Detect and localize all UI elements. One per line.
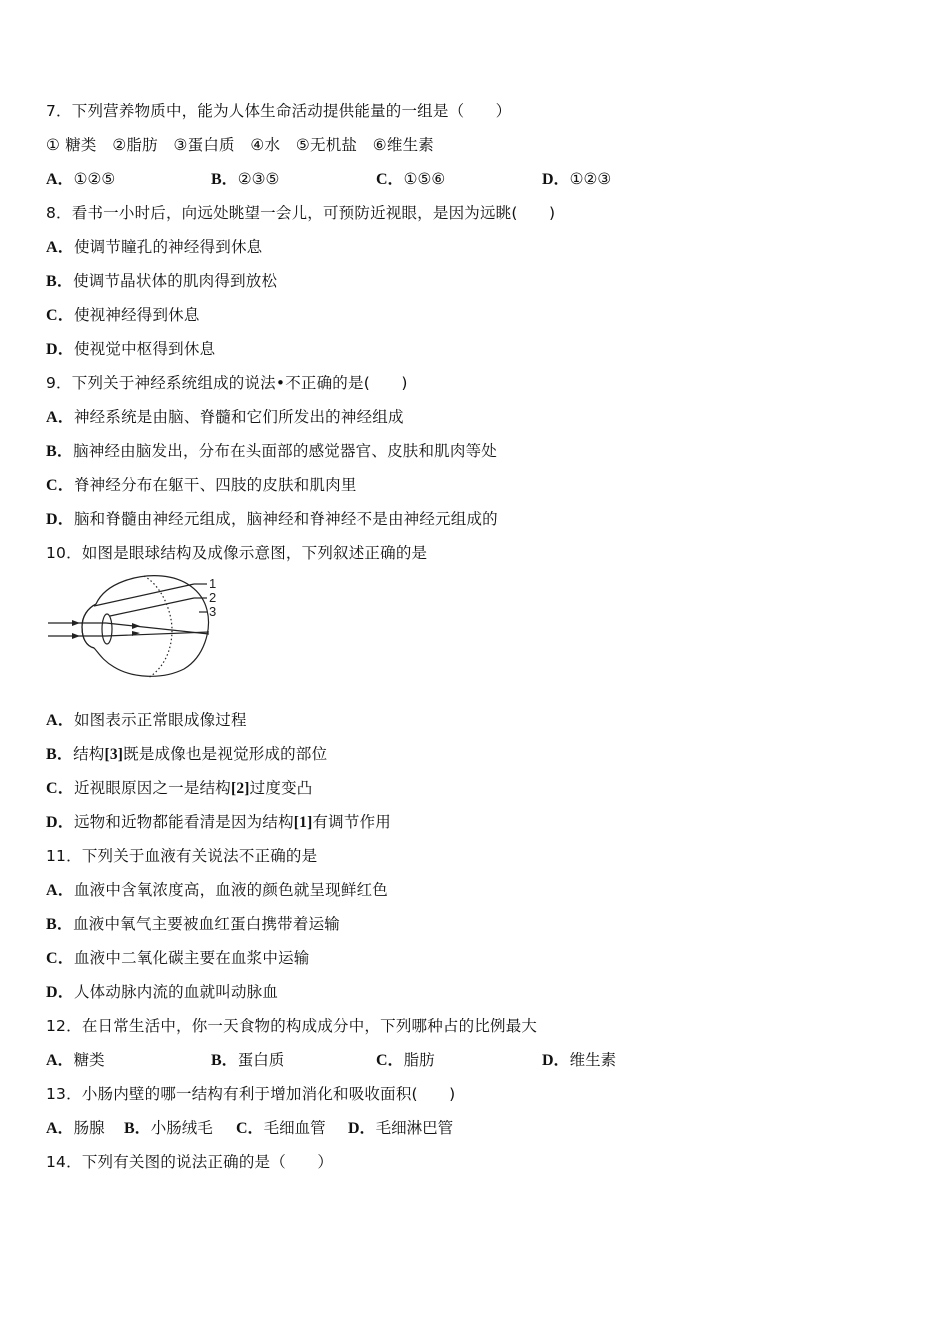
option-b[interactable]: B．蛋白质 xyxy=(211,1051,285,1069)
option-d[interactable]: D．维生素 xyxy=(542,1051,617,1069)
question-number: 11． xyxy=(46,847,82,865)
question-8-option-a[interactable]: A．使调节瞳孔的神经得到休息 xyxy=(46,238,263,256)
question-text: 在日常生活中，你一天食物的构成成分中，下列哪种占的比例最大 xyxy=(81,1017,538,1035)
question-10-option-b[interactable]: B．结构[3]既是成像也是视觉形成的部位 xyxy=(46,745,328,763)
question-13-stem xyxy=(46,1084,455,1104)
option-d[interactable]: D．毛细淋巴管 xyxy=(348,1119,454,1137)
option-d[interactable]: D．①②③ xyxy=(542,170,612,188)
question-text: 小肠内壁的哪一结构有利于增加消化和吸收面积( ) xyxy=(81,1085,456,1103)
question-number: 8． xyxy=(46,204,72,222)
question-number: 12． xyxy=(46,1017,82,1035)
option-a[interactable]: A．肠腺 xyxy=(46,1119,105,1137)
question-10-option-a[interactable]: A．如图表示正常眼成像过程 xyxy=(46,711,247,729)
eyeball-diagram xyxy=(44,572,234,682)
question-8-option-b[interactable]: B．使调节晶状体的肌肉得到放松 xyxy=(46,272,278,290)
question-11-option-a[interactable]: A．血液中含氧浓度高，血液的颜色就呈现鲜红色 xyxy=(46,881,388,899)
question-9-option-c[interactable]: C．脊神经分布在躯干、四肢的皮肤和肌肉里 xyxy=(46,476,357,494)
question-11-option-b[interactable]: B．血液中氧气主要被血红蛋白携带着运输 xyxy=(46,915,340,933)
question-10-option-c[interactable]: C．近视眼原因之一是结构[2]过度变凸 xyxy=(46,779,313,797)
question-11-stem xyxy=(46,846,317,866)
option-a[interactable]: A．①②⑤ xyxy=(46,170,116,188)
option-c[interactable]: C．毛细血管 xyxy=(236,1119,326,1137)
question-text: 下列关于神经系统组成的说法•不正确的是( ) xyxy=(71,374,408,392)
question-14-stem xyxy=(46,1152,333,1172)
question-number: 9． xyxy=(46,374,72,392)
question-10-option-d[interactable]: D．远物和近物都能看清是因为结构[1]有调节作用 xyxy=(46,813,391,831)
question-text: 看书一小时后，向远处眺望一会儿，可预防近视眼，是因为远眺( ) xyxy=(71,204,556,222)
label-3: 3 xyxy=(209,604,217,619)
question-7-items xyxy=(46,135,434,155)
option-b[interactable]: B．小肠绒毛 xyxy=(124,1119,213,1137)
question-number: 7． xyxy=(46,102,72,120)
question-8-stem xyxy=(46,203,555,223)
question-text: 下列有关图的说法正确的是（ ） xyxy=(81,1153,334,1171)
option-a[interactable]: A．糖类 xyxy=(46,1051,105,1069)
question-9-stem xyxy=(46,373,408,393)
question-text: 下列关于血液有关说法不正确的是 xyxy=(81,847,318,865)
label-1: 1 xyxy=(209,576,217,591)
question-number: 13． xyxy=(46,1085,82,1103)
question-number: 10． xyxy=(46,544,82,562)
option-c[interactable]: C．①⑤⑥ xyxy=(376,170,446,188)
question-8-option-c[interactable]: C．使视神经得到休息 xyxy=(46,306,200,324)
nutrient-list: ① 糖类 ②脂肪 ③蛋白质 ④水 ⑤无机盐 ⑥维生素 xyxy=(46,136,435,154)
question-9-option-b[interactable]: B．脑神经由脑发出，分布在头面部的感觉器官、皮肤和肌肉等处 xyxy=(46,442,497,460)
question-9-option-d[interactable]: D．脑和脊髓由神经元组成，脑神经和脊神经不是由神经元组成的 xyxy=(46,510,498,528)
question-text: 如图是眼球结构及成像示意图，下列叙述正确的是 xyxy=(81,544,428,562)
question-8-option-d[interactable]: D．使视觉中枢得到休息 xyxy=(46,340,216,358)
question-text: 下列营养物质中，能为人体生命活动提供能量的一组是（ ） xyxy=(71,102,512,120)
question-9-option-a[interactable]: A．神经系统是由脑、脊髓和它们所发出的神经组成 xyxy=(46,408,404,426)
question-7-stem xyxy=(46,101,511,121)
eyeball-outline xyxy=(82,576,208,677)
label-2: 2 xyxy=(209,590,217,605)
option-c[interactable]: C．脂肪 xyxy=(376,1051,435,1069)
question-number: 14． xyxy=(46,1153,82,1171)
lens xyxy=(102,614,112,644)
question-11-option-d[interactable]: D．人体动脉内流的血就叫动脉血 xyxy=(46,983,279,1001)
option-b[interactable]: B．②③⑤ xyxy=(211,170,280,188)
question-10-stem xyxy=(46,543,427,563)
question-12-stem xyxy=(46,1016,537,1036)
cornea xyxy=(82,604,96,648)
question-11-option-c[interactable]: C．血液中二氧化碳主要在血浆中运输 xyxy=(46,949,310,967)
